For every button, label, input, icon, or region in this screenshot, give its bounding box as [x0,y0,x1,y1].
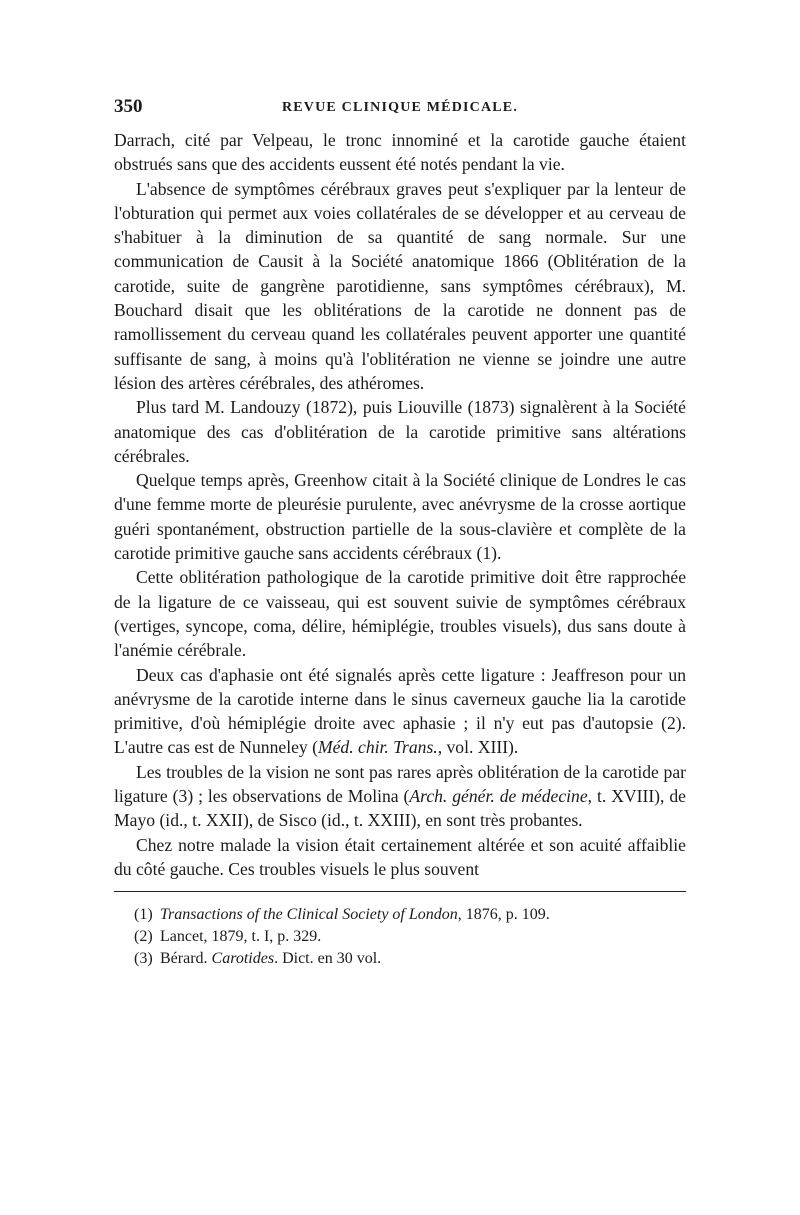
running-title: REVUE CLINIQUE MÉDICALE. [281,100,519,115]
paragraph [114,760,686,833]
footnote-text: , 1876, p. 109. [457,906,550,924]
page-header [114,96,686,122]
footnote [134,904,686,926]
paragraph: Quelque temps après, Greenhow citait à la Société clinique de Londres le cas d'une femme morte de pleurésie purulente, avec anévrysme de la crosse aortique guéri spontanément, obstruction partielle de la sous-clavière et complète de la carotide primitive gauche sans accidents cérébraux (1). [114,470,686,564]
body-text [114,128,686,881]
paragraph-text: Les troubles de la vision ne sont pas rares après oblitération de la carotide par ligature (3) ; les observations de Molina ( [114,761,686,807]
paragraph: Plus tard M. Landouzy (1872), puis Liouville (1873) signalèrent à la Société anatomique des cas d'oblitération de la carotide primitive sans altérations cérébrales. [114,397,686,466]
footnote [134,926,686,948]
paragraph: L'absence de symptômes cérébraux graves peut s'expliquer par la lenteur de l'obturation qui permet aux voies collatérales de se développer et au cerveau de s'habituer à la diminution de sa quantité de sang normale. Sur une communication de Causit à la Société anatomique 1866 (Oblitération de la carotide, suite de gangrène parotidienne, sans symptômes cérébraux), M. Bouchard disait que les oblitérations de la carotide ne donnent pas de ramollissement du cerveau quand les collatérales peuvent apporter une quantité suffisante de sang, à moins qu'à l'oblitération ne vienne se joindre une autre lésion des artères cérébrales, des athéromes. [114,178,686,393]
footnote-text: Bérard. [160,950,212,968]
paragraph: Cette oblitération pathologique de la carotide primitive doit être rapprochée de la ligature de ce vaisseau, qui est souvent suivie de symptômes cérébraux (vertiges, syncope, coma, délire, hémiplégie, troubles visuels), dus sans doute à l'anémie cérébrale. [114,567,686,661]
paragraph: Darrach, cité par Velpeau, le tronc innominé et la carotide gauche étaient obstrués sans que des accidents eussent été notés pendant la vie. [114,130,686,175]
page [114,96,686,970]
footnote [134,948,686,970]
footnote-number: (1) [134,906,153,924]
page-number: 350 [114,96,143,117]
footnote-divider [114,891,686,892]
paragraph [114,663,686,760]
footnote-italic: Transactions of the Clinical Society of London [160,906,458,924]
paragraph-text: Deux cas d'aphasie ont été signalés après cette ligature : Jeaffreson pour un anévrysme de la carotide interne dans le sinus caverneux gauche lia la carotide primitive, d'où hémiplégie droite avec aphasie ; il n'y eut pas d'autopsie (2). L'autre cas est de Nunneley ( [114,664,686,758]
footnote-number: (2) [134,928,153,946]
paragraph: Chez notre malade la vision était certainement altérée et son acuité affaiblie du côté gauche. Ces troubles visuels le plus souvent [114,834,686,879]
footnotes [134,904,686,970]
footnote-number: (3) [134,950,153,968]
footnote-italic: Carotides [211,950,275,968]
footnote-text: . Dict. en 30 vol. [274,950,382,968]
footnote-text: Lancet, 1879, t. I, p. 329. [160,928,322,946]
paragraph-text: , vol. XIII). [437,737,519,758]
journal-reference: Arch. génér. de médecine [409,786,588,807]
paragraph-text: , t. XVIII), de Mayo (id., t. XXII), de Sisco (id., t. XXIII), en sont très probantes. [114,786,686,831]
journal-reference: Méd. chir. Trans. [317,737,438,758]
